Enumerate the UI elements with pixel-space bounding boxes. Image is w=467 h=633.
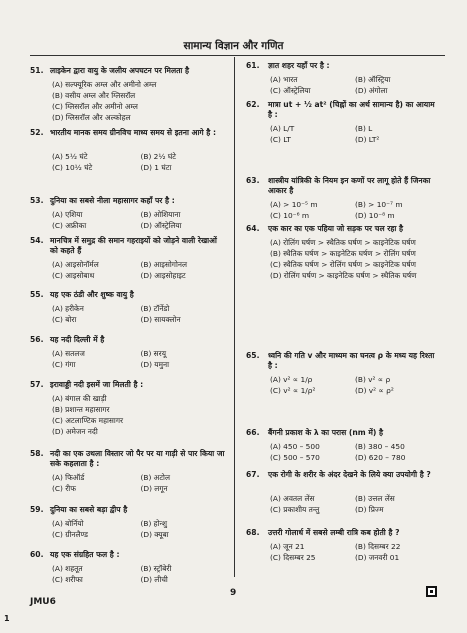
option-a[interactable]: (A) v² ∝ 1/ρ — [270, 375, 313, 384]
option-d[interactable]: (D) अंगोला — [355, 86, 388, 95]
option-a[interactable]: (A) अवतल लेंस — [270, 494, 315, 503]
option-d[interactable]: (D) रोलिंग घर्षण > काइनेटिक घर्षण > स्थैतिक घर्षण — [270, 271, 417, 280]
question-text: बैंगनी प्रकाश के λ का परास (nm में) है — [268, 428, 384, 437]
option-a[interactable]: (A) एशिया — [52, 210, 83, 219]
question-text: भारतीय मानक समय ग्रीनविच माध्य समय से इतना आगे है : — [50, 128, 216, 137]
option-c[interactable]: (C) गंगा — [52, 360, 76, 369]
option-d[interactable]: (D) यमुना — [140, 360, 170, 369]
option-c[interactable]: (C) आइसोबाथ — [52, 271, 95, 280]
question-text: उत्तरी गोलार्ध में सबसे लम्बी रात्रि कब होती है ? — [268, 528, 400, 537]
question-text: एक कार का एक पहिया जो सड़क पर चल रहा है — [268, 224, 404, 233]
option-a[interactable]: (A) 450 – 500 — [270, 442, 320, 451]
question-text: मानचित्र में समुद्र की समान गहराइयों को जोड़ने वाली रेखाओं को कहते हैं — [50, 236, 217, 255]
option-b[interactable]: (B) ऑस्ट्रिया — [355, 75, 391, 84]
question-text: इरावाड्डी नदी इसमें जा मिलती है : — [50, 380, 144, 389]
question-number: 65. — [246, 351, 260, 360]
corner-mark: 1 — [4, 614, 10, 623]
option-c[interactable]: (C) स्थैतिक घर्षण > रोलिंग घर्षण > काइनेटिक घर्षण — [270, 260, 416, 269]
question-text: यह एक ठंडी और शुष्क वायु है — [50, 290, 134, 299]
answer-options — [270, 494, 436, 515]
question-number: 60. — [30, 550, 44, 559]
option-c[interactable]: (C) ग्लिसरॉल और अमीनो अम्ल — [52, 102, 138, 111]
booklet-code: JMU6 — [30, 597, 56, 607]
answer-options — [270, 442, 436, 463]
option-c[interactable]: (C) अटलाण्टिक महासागर — [52, 416, 124, 425]
answer-options — [52, 152, 225, 173]
question-number: 55. — [30, 290, 44, 299]
option-b[interactable]: (B) दिसम्बर 22 — [355, 542, 401, 551]
question-number: 58. — [30, 449, 44, 458]
question-number: 66. — [246, 428, 260, 437]
option-d[interactable]: (D) ऑस्ट्रेलिया — [140, 221, 182, 230]
option-a[interactable]: (A) सतलज — [52, 349, 85, 358]
option-d[interactable]: (D) 1 घंटा — [140, 163, 172, 172]
question-text: दुनिया का सबसे नीला महासागर कहाँ पर है : — [50, 196, 175, 205]
question-number: 67. — [246, 470, 260, 479]
option-d[interactable]: (D) लीची — [140, 575, 168, 584]
option-a[interactable]: (A) L/T — [270, 124, 295, 133]
question-number: 57. — [30, 380, 44, 389]
option-d[interactable]: (D) सायक्लोन — [140, 315, 181, 324]
option-c[interactable]: (C) शरीफा — [52, 575, 83, 584]
option-b[interactable]: (B) स्ट्रॉबेरी — [140, 564, 172, 573]
question-number: 51. — [30, 66, 44, 75]
title-underline — [30, 55, 445, 56]
option-b[interactable]: (B) 2½ घंटे — [140, 152, 176, 161]
option-a[interactable]: (A) बोर्नियो — [52, 519, 84, 528]
answer-options — [52, 473, 225, 494]
question-text: दुनिया का सबसे बड़ा द्वीप है — [50, 505, 128, 514]
question-number: 68. — [246, 528, 260, 537]
option-d[interactable]: (D) ग्लिसरॉल और अल्कोहल — [52, 113, 131, 122]
answer-options — [52, 519, 225, 540]
answer-options — [270, 375, 436, 396]
option-b[interactable]: (B) v² ∝ ρ — [355, 375, 391, 384]
answer-options — [52, 304, 225, 325]
question-text: नदी का एक उथला विस्तार जो पैर पर या गाड़ी से पार किया जा सके कहलाता है : — [50, 449, 225, 468]
option-a[interactable]: (A) > 10⁻⁵ m — [270, 200, 318, 209]
question-number: 59. — [30, 505, 44, 514]
question-number: 54. — [30, 236, 44, 245]
corner-square-icon — [426, 586, 437, 597]
option-a[interactable]: (A) फिऑर्ड — [52, 473, 85, 482]
question-number: 63. — [246, 176, 260, 185]
question-number: 53. — [30, 196, 44, 205]
option-d[interactable]: (D) आइसोहाइट — [140, 271, 186, 280]
question-number: 56. — [30, 335, 44, 344]
option-b[interactable]: (B) 380 – 450 — [355, 442, 405, 451]
question-text: ध्वनि की गति v और माध्यम का घनत्व ρ के मध्य यह रिश्ता है : — [268, 351, 435, 370]
option-b[interactable]: (B) अटोल — [140, 473, 170, 482]
question-number: 64. — [246, 224, 260, 233]
answer-options — [52, 260, 225, 281]
option-d[interactable]: (D) 10⁻⁸ m — [355, 211, 395, 220]
page-title: सामान्य विज्ञान और गणित — [183, 40, 284, 52]
question-number: 62. — [246, 100, 260, 109]
option-d[interactable]: (D) LT² — [355, 135, 380, 144]
option-d[interactable]: (D) v² ∝ ρ² — [355, 386, 394, 395]
answer-options — [270, 200, 436, 221]
option-b[interactable]: (B) टॉर्नेडो — [140, 304, 170, 313]
answer-options — [270, 542, 436, 563]
answer-options — [270, 238, 436, 281]
option-c[interactable]: (C) v² ∝ 1/ρ² — [270, 386, 316, 395]
question-text: शास्त्रीय यांत्रिकी के नियम इन कणों पर लागू होते हैं जिनका आकार है — [268, 176, 431, 195]
option-d[interactable]: (D) अमेजन नदी — [52, 427, 98, 436]
option-c[interactable]: (C) 10½ घंटे — [52, 163, 93, 172]
option-c[interactable]: (C) अफ्रीका — [52, 221, 87, 230]
option-b[interactable]: (B) वसीय अम्ल और ग्लिसरॉल — [52, 91, 136, 100]
option-b[interactable]: (B) L — [355, 124, 373, 133]
question-text: एक रोगी के शरीर के अंदर देखने के लिये क्या उपयोगी है ? — [268, 470, 431, 479]
answer-options — [52, 80, 225, 123]
option-b[interactable]: (B) > 10⁻⁷ m — [355, 200, 403, 209]
option-d[interactable]: (D) जनवरी 01 — [355, 553, 400, 562]
option-b[interactable]: (B) ओशियाना — [140, 210, 181, 219]
option-a[interactable]: (A) भारत — [270, 75, 298, 84]
answer-options — [270, 75, 436, 96]
option-b[interactable]: (B) होन्शु — [140, 519, 168, 528]
answer-options — [270, 124, 436, 145]
option-c[interactable]: (C) बोरा — [52, 315, 77, 324]
option-c[interactable]: (C) ऑस्ट्रेलिया — [270, 86, 311, 95]
column-divider — [234, 57, 235, 577]
option-c[interactable]: (C) प्रकाशीय तन्तु — [270, 505, 320, 514]
option-c[interactable]: (C) ग्रीनलैण्ड — [52, 530, 88, 539]
option-d[interactable]: (D) क्यूबा — [140, 530, 169, 539]
option-a[interactable]: (A) सल्फ्यूरिक अम्ल और अमीनो अम्ल — [52, 80, 157, 89]
option-b[interactable]: (B) आइसोगोनल — [140, 260, 187, 269]
option-c[interactable]: (C) LT — [270, 135, 291, 144]
option-a[interactable]: (A) आइसोनॉर्मल — [52, 260, 99, 269]
answer-options — [52, 349, 225, 370]
option-d[interactable]: (D) लगून — [140, 484, 168, 493]
question-text: यह एक संग्रहित फल है : — [50, 550, 120, 559]
option-a[interactable]: (A) हरीकेन — [52, 304, 84, 313]
question-text: लाइकेन द्वारा वायु के जलीय अपघटन पर मिलता है — [50, 66, 190, 75]
question-number: 61. — [246, 61, 260, 70]
option-c[interactable]: (C) दिसम्बर 25 — [270, 553, 316, 562]
option-a[interactable]: (A) बंगाल की खाड़ी — [52, 394, 107, 403]
option-c[interactable]: (C) 10⁻⁶ m — [270, 211, 310, 220]
option-d[interactable]: (D) प्रिज्म — [355, 505, 384, 514]
option-d[interactable]: (D) 620 – 780 — [355, 453, 406, 462]
answer-options — [52, 210, 225, 231]
option-b[interactable]: (B) उत्तल लेंस — [355, 494, 395, 503]
option-c[interactable]: (C) रीफ — [52, 484, 76, 493]
option-b[interactable]: (B) सरयू — [140, 349, 166, 358]
option-c[interactable]: (C) 500 – 570 — [270, 453, 320, 462]
option-a[interactable]: (A) रोलिंग घर्षण > स्थैतिक घर्षण > काइनेटिक घर्षण — [270, 238, 416, 247]
option-a[interactable]: (A) शहतूत — [52, 564, 83, 573]
answer-options — [52, 564, 225, 585]
question-text: ज्ञात शहर यहाँ पर है : — [268, 61, 330, 70]
question-text: मात्रा ut + ½ at² (चिह्नों का अर्थ सामान्य है) का आयाम है : — [268, 100, 435, 119]
question-number: 52. — [30, 128, 44, 137]
option-a[interactable]: (A) जून 21 — [270, 542, 305, 551]
page-number: 9 — [230, 588, 237, 598]
option-b[interactable]: (B) स्थैतिक घर्षण > काइनेटिक घर्षण > रोलिंग घर्षण — [270, 249, 416, 258]
answer-options — [52, 394, 225, 437]
question-text: यह नदी दिल्ली में है — [50, 335, 105, 344]
option-b[interactable]: (B) प्रशान्त महासागर — [52, 405, 110, 414]
option-a[interactable]: (A) 5½ घंटे — [52, 152, 88, 161]
